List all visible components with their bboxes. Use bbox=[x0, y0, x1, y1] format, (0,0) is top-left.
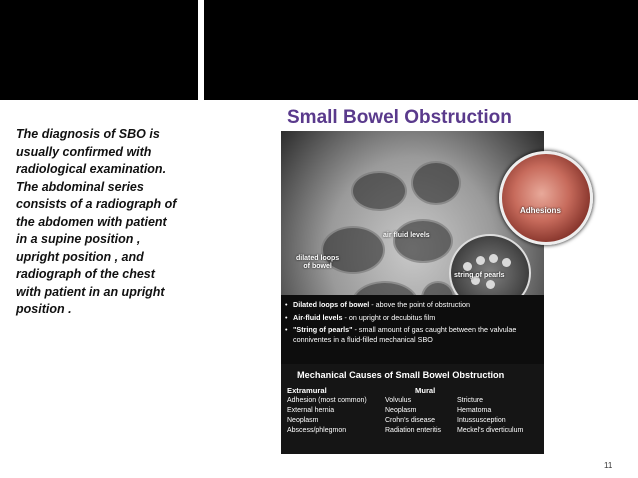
mechanical-causes-table bbox=[281, 364, 544, 454]
cause-cell: Stricture bbox=[457, 397, 484, 404]
finding-item: • "String of pearls" - small amount of gas caught between the valvulae conniventes in a fluid-filled mechanical SBO bbox=[285, 325, 517, 344]
pearl bbox=[489, 254, 498, 263]
sbo-figure bbox=[281, 103, 561, 454]
bowel-loop bbox=[351, 171, 407, 211]
pearl bbox=[486, 280, 495, 289]
figure-title: Small Bowel Obstruction bbox=[281, 103, 544, 133]
slide-number: 11 bbox=[604, 461, 613, 470]
cause-cell: Hematoma bbox=[457, 407, 492, 414]
cause-cell: Neoplasm bbox=[385, 407, 417, 414]
cause-cell: Adhesion (most common) bbox=[287, 397, 367, 404]
cause-cell: Crohn's disease bbox=[385, 417, 435, 424]
air-fluid-label: air fluid levels bbox=[383, 232, 430, 239]
cause-cell: Meckel's diverticulum bbox=[457, 427, 524, 434]
findings-list bbox=[281, 295, 544, 364]
cause-cell: Volvulus bbox=[385, 397, 412, 404]
extramural-header: Extramural bbox=[287, 386, 327, 395]
string-of-pearls-label: string of pearls bbox=[454, 272, 505, 279]
endoscopy-inset bbox=[499, 151, 593, 245]
header-bar-right bbox=[204, 0, 638, 100]
mural-header: Mural bbox=[415, 386, 436, 395]
pearl bbox=[476, 256, 485, 265]
bowel-loop bbox=[393, 219, 453, 263]
cause-cell: Abscess/phlegmon bbox=[287, 427, 347, 434]
mechanical-causes-title: Mechanical Causes of Small Bowel Obstruction bbox=[297, 370, 505, 380]
cause-cell: Radiation enteritis bbox=[385, 427, 442, 434]
bowel-loop bbox=[411, 161, 461, 205]
cause-cell: External hernia bbox=[287, 407, 335, 414]
pearl bbox=[502, 258, 511, 267]
adhesions-label: Adhesions bbox=[520, 206, 561, 215]
cause-cell: Intussusception bbox=[457, 417, 506, 424]
header-bar-left bbox=[0, 0, 198, 100]
dilated-loops-label: dilated loops of bowel bbox=[296, 255, 340, 270]
slide-body-text: The diagnosis of SBO is usually confirmed with radiological examination. The abdominal series consists of a radiograph of the abdomen with patient in a supine position , upright position , and radiograph of the chest with patient in an upright position . bbox=[16, 127, 177, 316]
finding-item: • Air-fluid levels - on upright or decubitus film bbox=[285, 312, 436, 322]
finding-item: • Dilated loops of bowel - above the point of obstruction bbox=[285, 300, 470, 309]
cause-cell: Neoplasm bbox=[287, 417, 319, 424]
pearl bbox=[463, 262, 472, 271]
mechanical-causes-grid bbox=[287, 386, 538, 436]
